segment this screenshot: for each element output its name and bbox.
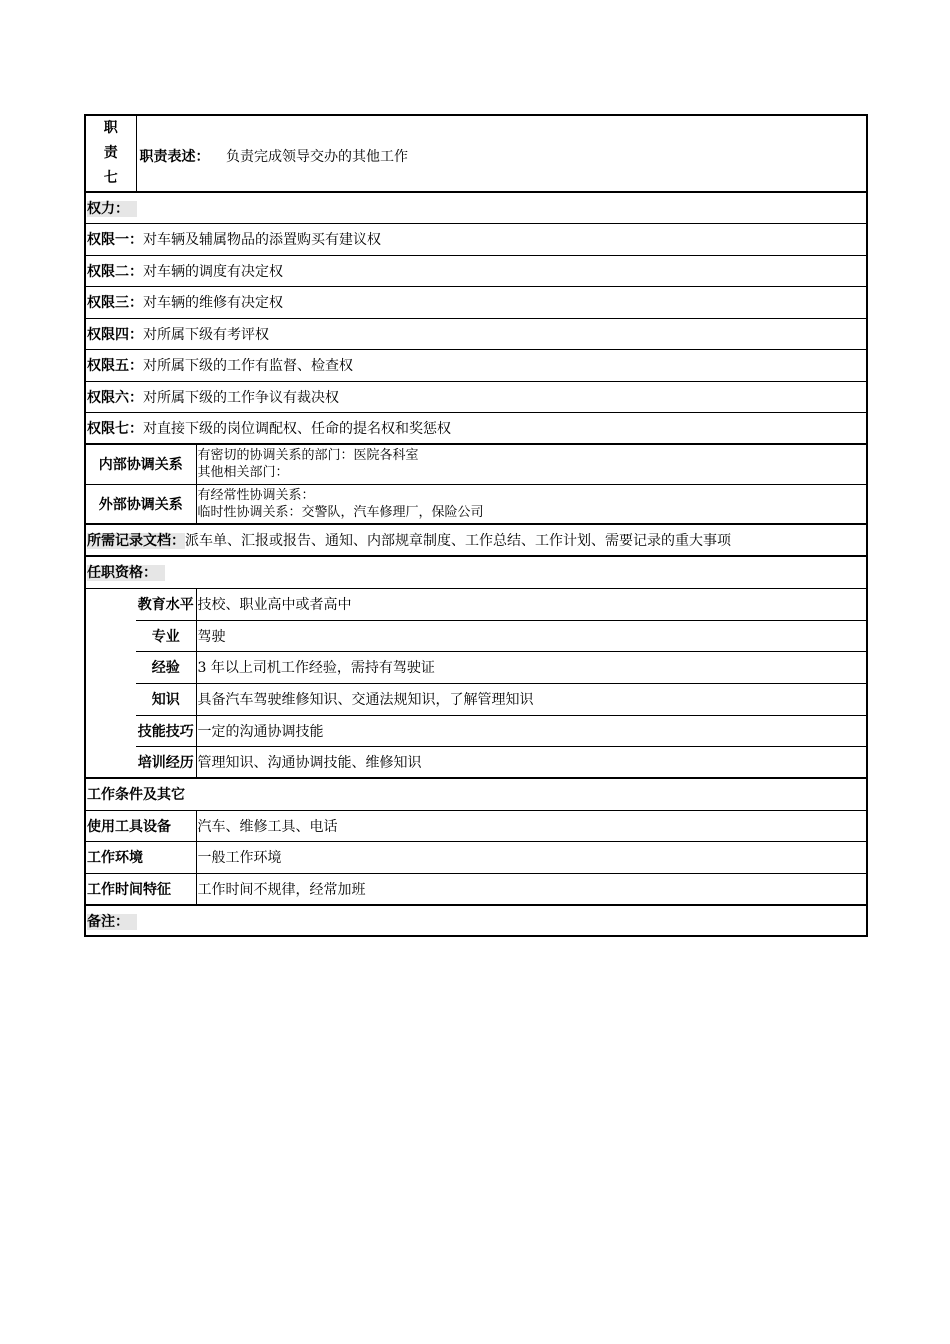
authority-label: 权限二： [87, 263, 143, 280]
conditions-text: 一般工作环境 [196, 841, 867, 873]
qualification-text: 具备汽车驾驶维修知识、交通法规知识，了解管理知识 [196, 683, 867, 715]
qualification-row [85, 620, 867, 651]
qualification-text: 一定的沟通协调技能 [196, 715, 867, 746]
authority-item [85, 381, 867, 412]
job-description-table [84, 114, 868, 937]
external-relations-content [196, 484, 867, 524]
qualification-text: 技校、职业高中或者高中 [196, 588, 867, 620]
conditions-text: 工作时间不规律，经常加班 [196, 873, 867, 905]
conditions-text: 汽车、维修工具、电话 [196, 810, 867, 841]
qualification-label: 专业 [136, 620, 196, 651]
authority-label: 权限三： [87, 295, 143, 311]
internal-relations-line2: 其他相关部门： [197, 465, 289, 481]
qualification-text: 3 年以上司机工作经验，需持有驾驶证 [196, 651, 867, 683]
authority-text: 对直接下级的岗位调配权、任命的提名权和奖惩权 [143, 420, 451, 437]
authority-text: 对所属下级有考评权 [143, 326, 269, 343]
qualification-row [85, 715, 867, 746]
qualification-row [85, 746, 867, 778]
conditions-row [85, 810, 867, 841]
authority-header-label: 权力： [87, 201, 137, 217]
duty-description-text: 负责完成领导交办的其他工作 [225, 149, 408, 165]
qualification-text: 管理知识、沟通协调技能、维修知识 [196, 746, 867, 778]
remarks-row [85, 905, 867, 936]
authority-header [85, 192, 867, 223]
records-row [85, 524, 867, 556]
conditions-label: 工作环境 [85, 841, 196, 873]
qualification-label: 技能技巧 [136, 715, 196, 746]
records-label: 所需记录文档： [87, 533, 185, 549]
qualification-label: 教育水平 [136, 588, 196, 620]
internal-relations-line1: 有密切的协调关系的部门：医院各科室 [197, 448, 419, 464]
internal-relations-content [196, 444, 867, 484]
qualification-row [85, 588, 867, 620]
conditions-header-row [85, 778, 867, 810]
qualification-text: 驾驶 [196, 620, 867, 651]
authority-label: 权限六： [87, 389, 143, 406]
job-description-sheet [84, 114, 866, 937]
conditions-row [85, 873, 867, 905]
authority-row [85, 286, 867, 318]
external-relations-line1: 有经常性协调关系： [197, 487, 315, 503]
external-relations-row [85, 484, 867, 524]
duty-7-row [85, 115, 867, 192]
authority-row [85, 318, 867, 349]
qualification-header-row [85, 556, 867, 588]
authority-label: 权限七： [87, 420, 143, 437]
qualification-row [85, 651, 867, 683]
authority-label: 权限五： [87, 358, 143, 374]
remarks-label: 备注： [87, 914, 137, 930]
authority-row [85, 349, 867, 381]
conditions-header [85, 778, 867, 810]
authority-row [85, 381, 867, 412]
conditions-row [85, 841, 867, 873]
authority-label: 权限四： [87, 326, 143, 343]
remarks-cell [85, 905, 867, 936]
authority-text: 对车辆的维修有决定权 [143, 295, 283, 311]
authority-row [85, 412, 867, 444]
qualification-row [85, 683, 867, 715]
conditions-header-label: 工作条件及其它 [87, 787, 185, 804]
authority-text: 对所属下级的工作争议有裁决权 [143, 389, 339, 406]
duty-7-label: 职 责 七 [85, 115, 136, 192]
authority-item [85, 318, 867, 349]
qualification-header-label: 任职资格： [87, 565, 165, 581]
qualification-label: 经验 [136, 651, 196, 683]
duty-7-description [136, 115, 867, 192]
authority-item [85, 412, 867, 444]
authority-header-row [85, 192, 867, 223]
duty-description-label: 职责表述： [139, 149, 210, 165]
authority-label: 权限一： [87, 232, 143, 248]
authority-text: 对车辆的调度有决定权 [143, 263, 283, 280]
conditions-label: 工作时间特征 [85, 873, 196, 905]
authority-item [85, 223, 867, 255]
internal-relations-row [85, 444, 867, 484]
qualification-label: 培训经历 [136, 746, 196, 778]
external-relations-line2: 临时性协调关系：交警队，汽车修理厂，保险公司 [197, 504, 484, 520]
internal-relations-label: 内部协调关系 [85, 444, 196, 484]
qualification-header [85, 556, 867, 588]
records-text: 派车单、汇报或报告、通知、内部规章制度、工作总结、工作计划、需要记录的重大事项 [185, 533, 731, 549]
authority-row [85, 255, 867, 286]
qualification-label: 知识 [136, 683, 196, 715]
conditions-label: 使用工具设备 [85, 810, 196, 841]
authority-text: 对所属下级的工作有监督、检查权 [143, 358, 353, 374]
authority-text: 对车辆及辅属物品的添置购买有建议权 [143, 232, 381, 248]
records-cell [85, 524, 867, 556]
external-relations-label: 外部协调关系 [85, 484, 196, 524]
authority-item [85, 349, 867, 381]
authority-item [85, 286, 867, 318]
authority-row [85, 223, 867, 255]
authority-item [85, 255, 867, 286]
